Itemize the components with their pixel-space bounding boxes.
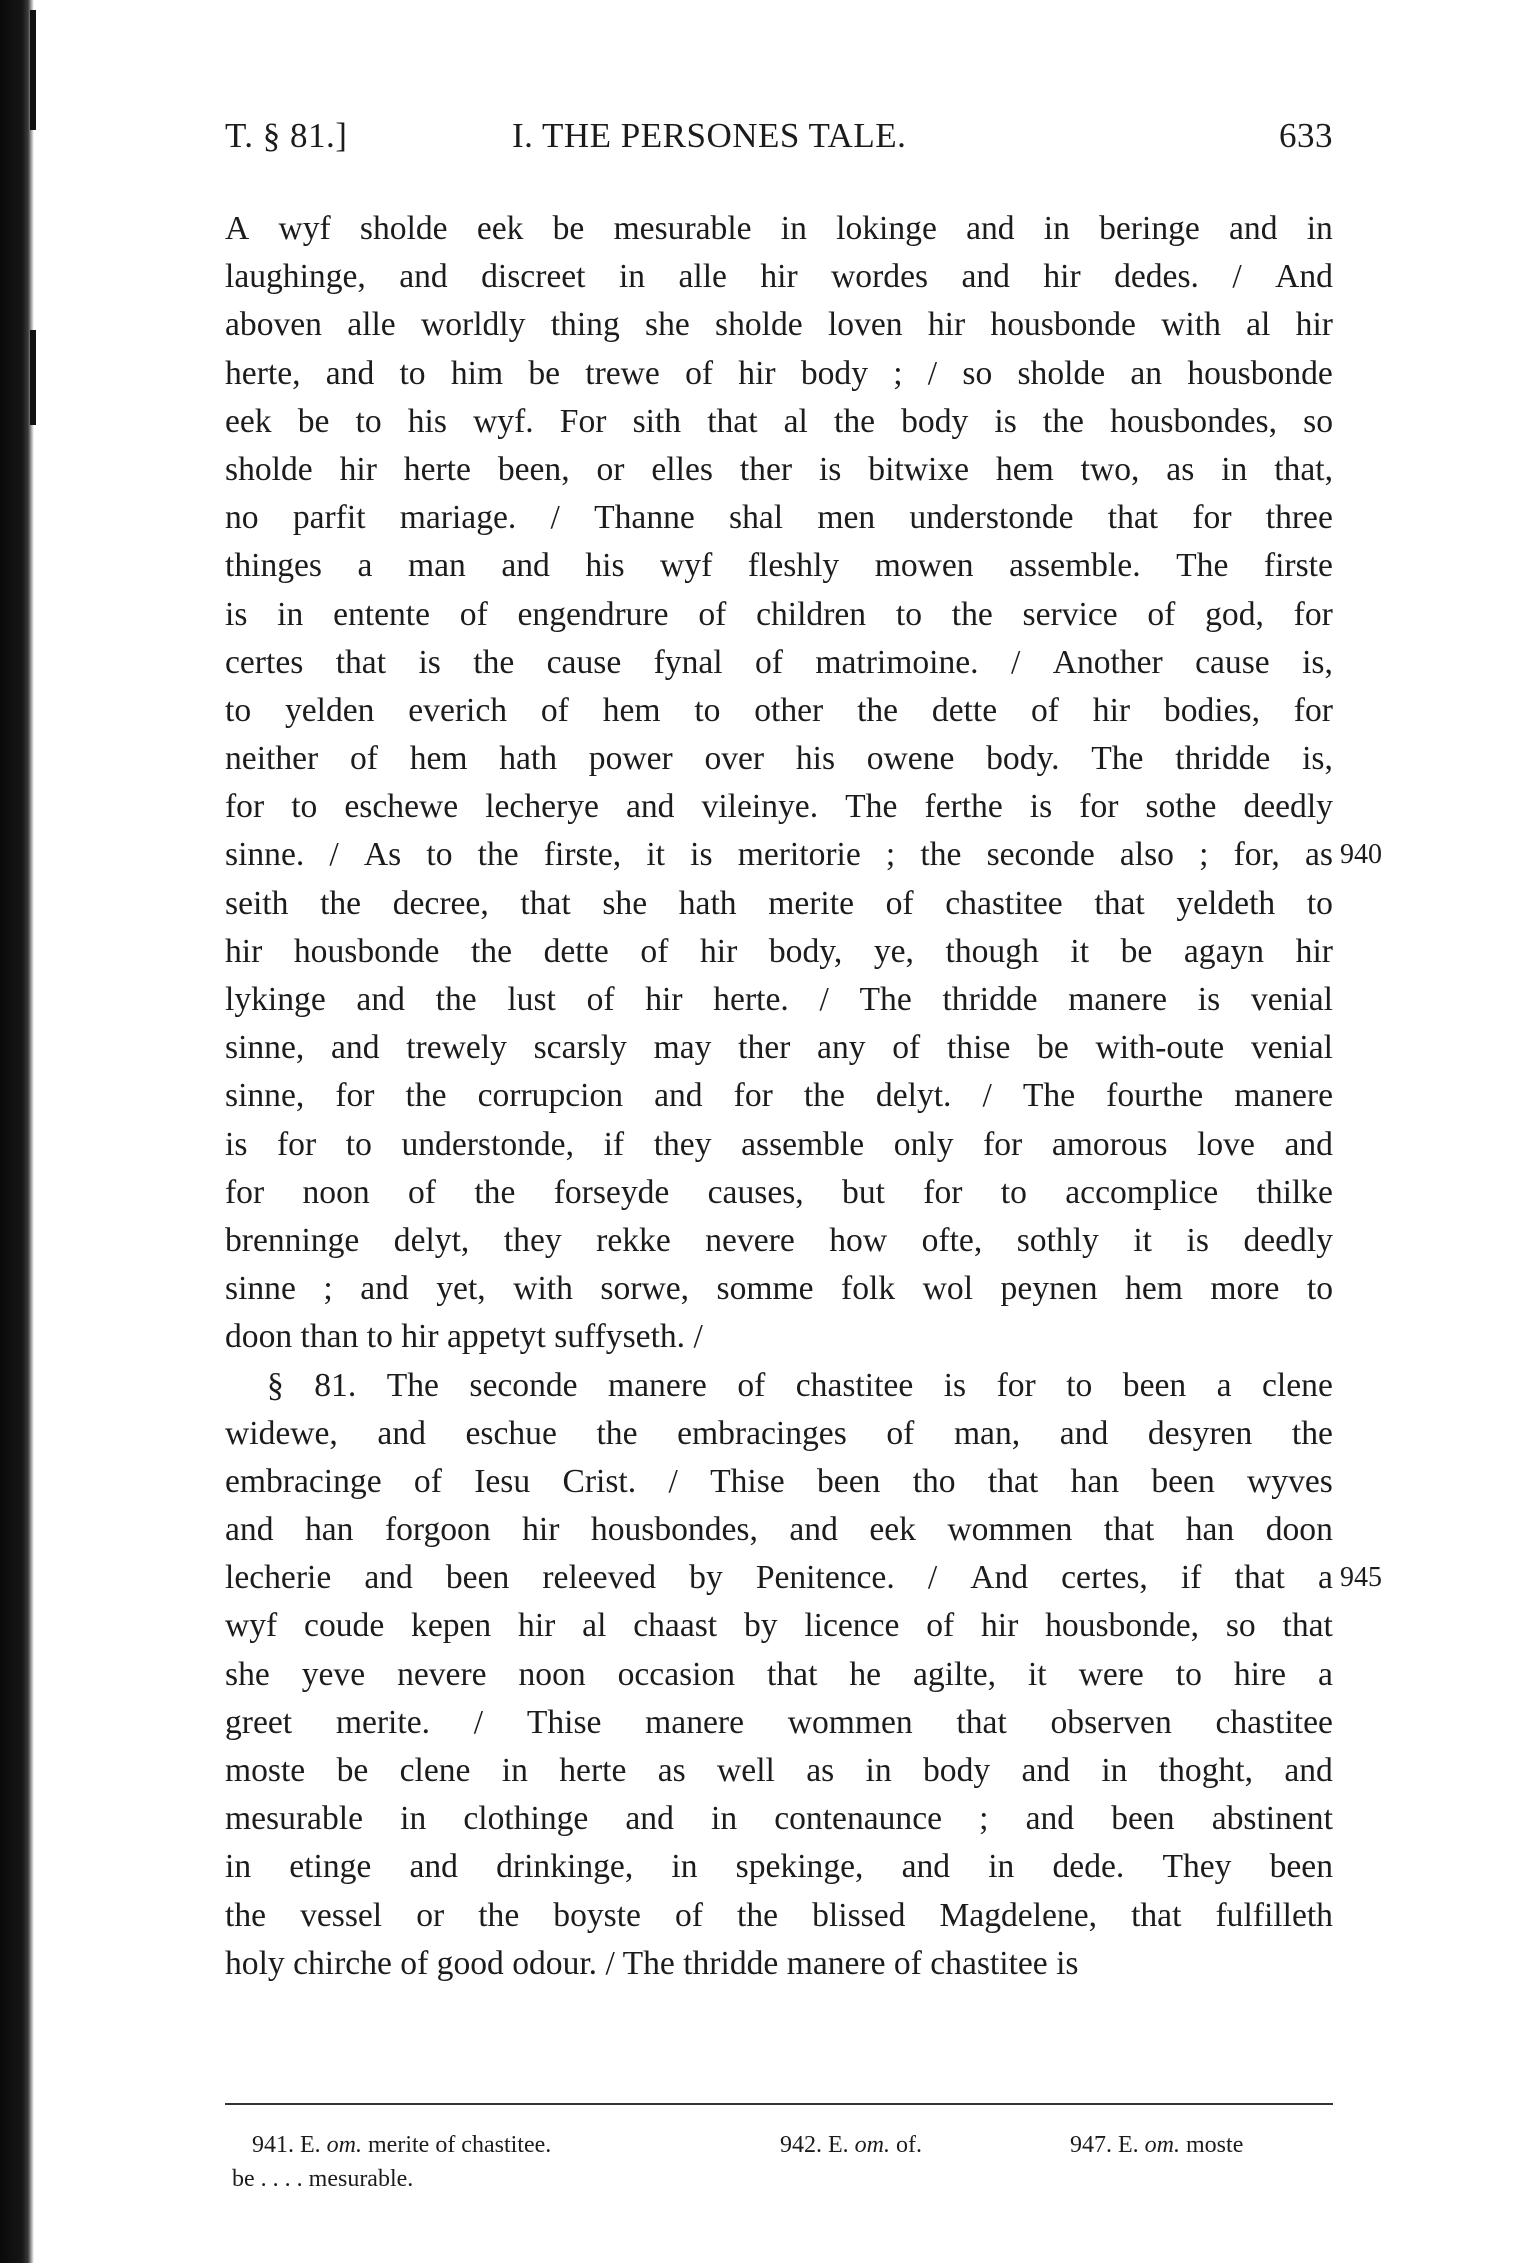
text-line: to yelden everich of hem to other the dette of hir bodies, for bbox=[225, 691, 1333, 729]
text-line: seith the decree, that she hath merite of chastitee that yeldeth to bbox=[225, 884, 1333, 922]
page-number: 633 bbox=[1279, 116, 1333, 155]
text-line: sinne, for the corrupcion and for the delyt. / The fourthe manere bbox=[225, 1077, 1333, 1115]
text-line: A wyf sholde eek be mesurable in lokinge and in beringe and in bbox=[225, 210, 1333, 247]
text-line: brenninge delyt, they rekke nevere how ofte, sothly it is deedly bbox=[225, 1221, 1333, 1259]
text-line: embracinge of Iesu Crist. / Thise been tho that han been wyves bbox=[225, 1462, 1333, 1500]
text-line: wyf coude kepen hir al chaast by licence of hir housbonde, so that bbox=[225, 1607, 1333, 1645]
text-line: certes that is the cause fynal of matrimoine. / Another cause is, bbox=[225, 643, 1333, 681]
text-line: lecherie and been releeved by Penitence. / And certes, if that a 945 bbox=[225, 1554, 1333, 1602]
line-number: 940 bbox=[1340, 839, 1382, 871]
text-line: thinges a man and his wyf fleshly mowen assemble. The firste bbox=[225, 547, 1333, 585]
text-line: moste be clene in herte as well as in body and in thoght, and bbox=[225, 1752, 1333, 1789]
footnote-rule bbox=[225, 2103, 1333, 2105]
text-line: holy chirche of good odour. / The thridde manere of chastitee is bbox=[225, 1944, 1079, 1982]
text-line: in etinge and drinkinge, in spekinge, and in dede. They been bbox=[225, 1848, 1333, 1886]
text-line: widewe, and eschue the embracinges of man, and desyren the bbox=[225, 1414, 1333, 1452]
running-header bbox=[225, 116, 1333, 168]
text-line: sinne. / As to the firste, it is meritorie ; the seconde also ; for, as 940 bbox=[225, 831, 1333, 879]
book-spine-shadow bbox=[0, 0, 34, 2263]
text-line: is for to understonde, if they assemble only for amorous love and bbox=[225, 1125, 1333, 1163]
text-line: is in entente of engendrure of children to the service of god, for bbox=[225, 595, 1333, 633]
line-number: 945 bbox=[1340, 1562, 1382, 1594]
text-line: laughinge, and discreet in alle hir wordes and hir dedes. / And bbox=[225, 258, 1333, 296]
text-line: for to eschewe lecherye and vileinye. The ferthe is for sothe deedly bbox=[225, 788, 1333, 826]
text-line: for noon of the forseyde causes, but for to accomplice thilke bbox=[225, 1173, 1333, 1211]
text-line: greet merite. / Thise manere wommen that observen chastitee bbox=[225, 1703, 1333, 1741]
footnote-947: 947. E. om. moste bbox=[1070, 2132, 1244, 2158]
text-line: no parfit mariage. / Thanne shal men understonde that for three bbox=[225, 499, 1333, 537]
text-line: § 81. The seconde manere of chastitee is for to been a clene bbox=[267, 1366, 1333, 1404]
text-line: sinne, and trewely scarsly may ther any of thise be with-oute venial bbox=[225, 1029, 1333, 1067]
text-line: neither of hem hath power over his owene body. The thridde is, bbox=[225, 740, 1333, 778]
text-line: herte, and to him be trewe of hir body ; / so sholde an housbonde bbox=[225, 354, 1333, 392]
binding-mark bbox=[30, 10, 36, 130]
text-line: hir housbonde the dette of hir body, ye, though it be agayn hir bbox=[225, 932, 1333, 970]
text-line: doon than to hir appetyt suffyseth. / bbox=[225, 1318, 703, 1356]
footnote-942: 942. E. om. of. bbox=[780, 2132, 923, 2158]
text-line: she yeve nevere noon occasion that he agilte, it were to hire a bbox=[225, 1655, 1333, 1693]
footnote-continuation: be . . . . mesurable. bbox=[232, 2166, 414, 2192]
text-line: lykinge and the lust of hir herte. / The thridde manere is venial bbox=[225, 981, 1333, 1018]
footnote-941: 941. E. om. merite of chastitee. bbox=[252, 2132, 552, 2158]
text-line: mesurable in clothinge and in contenaunce ; and been abstinent bbox=[225, 1800, 1333, 1838]
running-title: I. THE PERSONES TALE. bbox=[512, 116, 907, 155]
text-line: aboven alle worldly thing she sholde loven hir housbonde with al hir bbox=[225, 306, 1333, 344]
text-line: the vessel or the boyste of the blissed Magdelene, that fulfilleth bbox=[225, 1896, 1333, 1934]
section-reference: T. § 81.] bbox=[225, 116, 348, 155]
text-line: and han forgoon hir housbondes, and eek wommen that han doon bbox=[225, 1511, 1333, 1549]
main-text-block bbox=[225, 205, 1382, 1988]
text-line: eek be to his wyf. For sith that al the body is the housbondes, so bbox=[225, 402, 1333, 440]
binding-mark bbox=[30, 330, 36, 425]
text-line: sholde hir herte been, or elles ther is bitwixe hem two, as in that, bbox=[225, 450, 1333, 488]
footnotes bbox=[232, 2128, 1333, 2196]
text-line: sinne ; and yet, with sorwe, somme folk wol peynen hem more to bbox=[225, 1270, 1333, 1308]
